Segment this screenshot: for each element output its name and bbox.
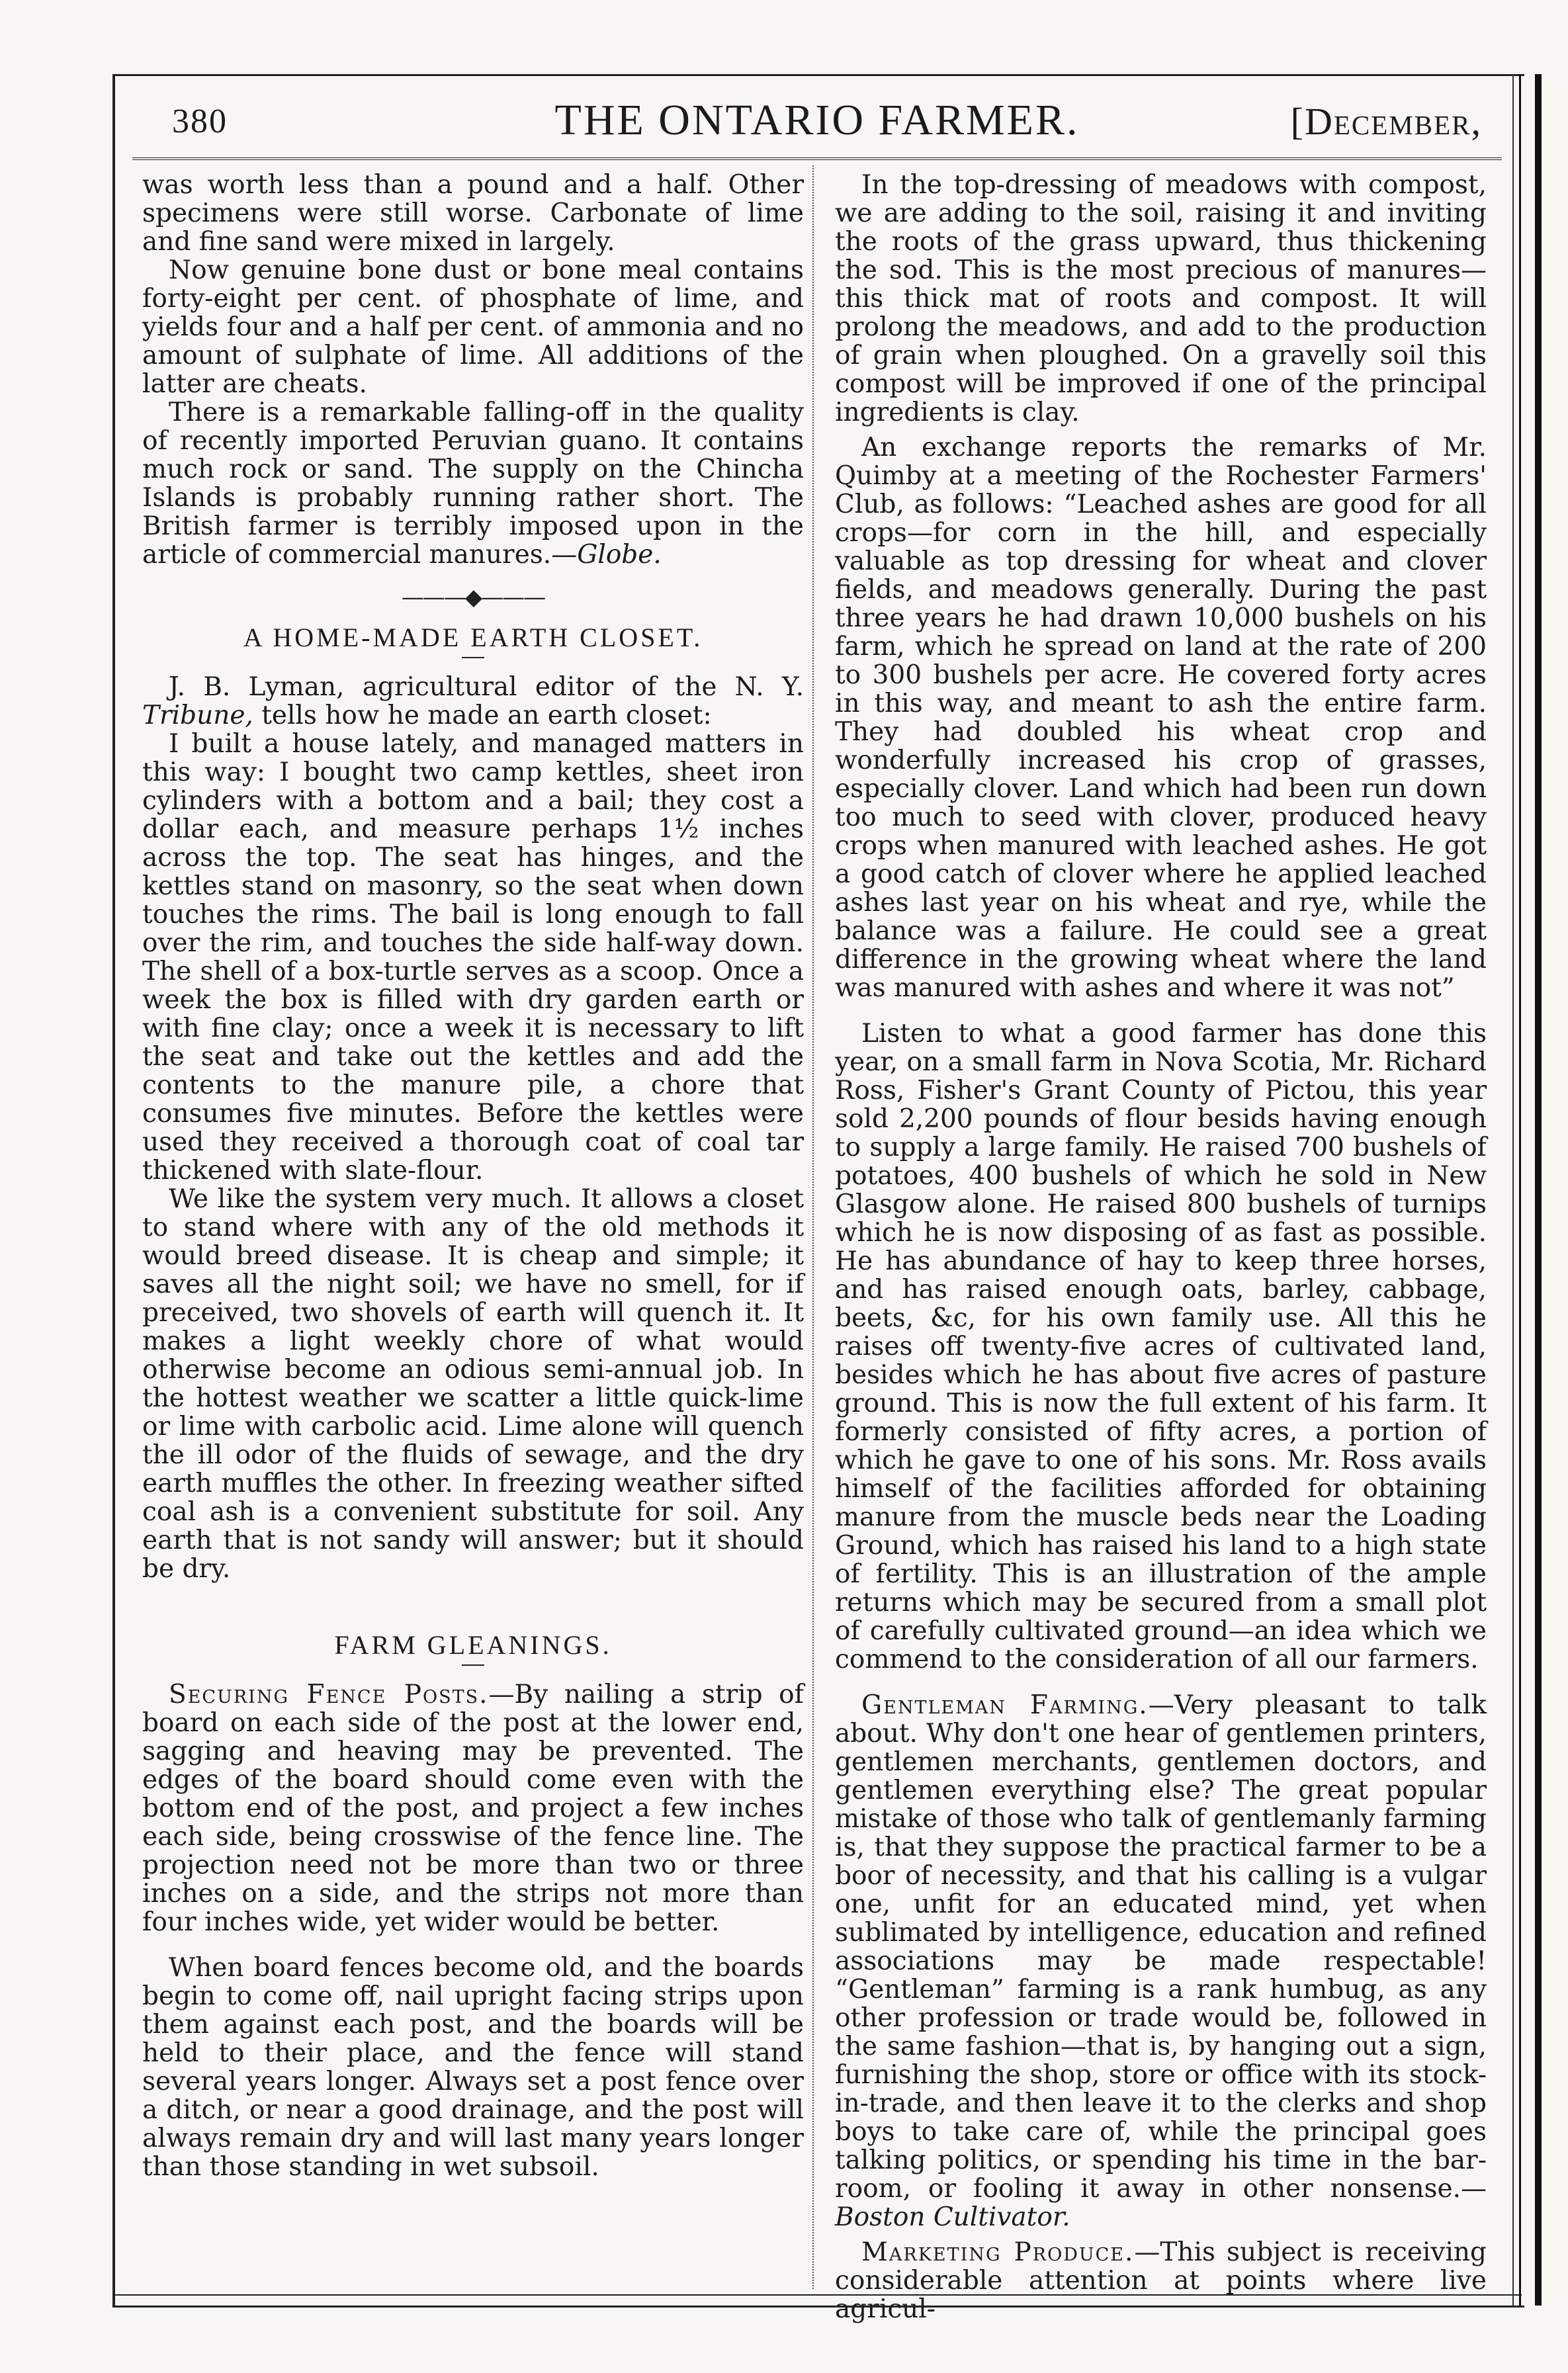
paragraph: was worth less than a pound and a half. Other specimens were still worse. Carbonate of lime and fine sand were mixed in largely. <box>142 170 804 257</box>
page-header <box>132 96 1502 159</box>
source-credit: Globe. <box>577 540 662 570</box>
paragraph: We like the system very much. It allows a closet to stand where with any of the old methods it would breed disease. It is cheap and simple; it saves all the night soil; we have no smell, for if preceived, two shovels of earth will quench it. It makes a light weekly chore of what would otherwise become an odious semi-annual job. In the hottest weather we scatter a little quick-lime or lime with carbolic acid. Lime alone will quench the ill odor of the fluids of sewage, and the dry earth muffles the other. In freezing weather sifted coal ash is a convenient substitute for soil. Any earth that is not sandy will answer; but it should be dry. <box>142 1184 804 1584</box>
run-in-heading: Gentleman Farming. <box>861 1690 1149 1720</box>
paragraph: There is a remarkable falling-off in the quality of recently imported Peruvian guano. It contains much rock or sand. The supply on the Chincha Islands is probably running rather short. The British farmer is terribly imposed upon in the article of commercial manures.—Globe. <box>142 398 804 570</box>
paragraph: Now genuine bone dust or bone meal contains forty-eight per cent. of phosphate of lime, and yields four and a half per cent. of ammonia and no amount of sulphate of lime. All additions of the latter are cheats. <box>142 255 804 399</box>
paragraph: When board fences become old, and the boards begin to come off, nail upright facing strips upon them against each post, and the boards will be held to their place, and the fence will stand several years longer. Always set a post fence over a ditch, or near a good drainage, and the post will always remain dry and will last many years longer than those standing in wet subsoil. <box>142 1953 804 2182</box>
issue-month: [December, <box>1290 100 1482 143</box>
left-column <box>142 171 804 2181</box>
run-in-heading: Marketing Produce. <box>861 2237 1135 2267</box>
paragraph: Listen to what a good farmer has done this year, on a small farm in Nova Scotia, Mr. Richard Ross, Fisher's Grant County of Pictou, this year sold 2,200 pounds of flour besids having enough to supply a large family. He raised 700 bushels of potatoes, 400 bushels of which he sold in New Glasgow alone. He raised 800 bushels of turnips which he is now disposing of as fast as possible. He has abundance of hay to keep three horses, and has raised enough oats, barley, cabbage, beets, &c, for his own family use. All this he raises off twenty-five acres of cultivated land, besides which he has about five acres of pasture ground. This is now the full extent of his farm. It formerly consisted of fifty acres, a portion of which he gave to one of his sons. Mr. Ross avails himself of the facilities afforded for obtaining manure from the muscle beds near the Loading Ground, which has raised his land to a high state of fertility. This is an illustration of the ample returns which may be secured from a small plot of carefully cultivated ground—an idea which we commend to the consideration of all our farmers. <box>835 1019 1487 1674</box>
paragraph: J. B. Lyman, agricultural editor of the N. Y. Tribune, tells how he made an earth closet: <box>142 672 804 730</box>
column-divider <box>812 165 814 2289</box>
paragraph: An exchange reports the remarks of Mr. Quimby at a meeting of the Rochester Farmers' Club, as follows: “Leached ashes are good for all crops—for corn in the hill, and especially valuable as top dressing for wheat and clover fields, and meadows generally. During the past three years he had drawn 10,000 bushels on his farm, which he spread on land at the rate of 200 to 300 bushels per acre. He covered forty acres in this way, and meant to ash the entire farm. They had doubled his wheat crop and wonderfully increased his crop of grasses, especially clover. Land which had been run down too much to seed with clover, produced heavy crops when manured with leached ashes. He got a good catch of clover where he applied leached ashes last year on his wheat and rye, while the balance was a failure. He could see a great difference in the growing wheat where the land was manured with ashes and where it was not” <box>835 433 1487 1003</box>
right-column <box>835 171 1487 2323</box>
page-number: 380 <box>172 103 228 140</box>
paragraph: Marketing Produce.—This subject is receiving considerable attention at points where live agricul- <box>835 2237 1487 2324</box>
heading-rule <box>462 1664 484 1666</box>
ornament-divider: ———◆——— <box>401 584 545 611</box>
right-margin-rule <box>1519 74 1521 2306</box>
header-rule <box>132 157 1502 160</box>
article-heading: A HOME-MADE EARTH CLOSET. <box>243 623 703 652</box>
right-margin-rule <box>1512 74 1514 2306</box>
right-margin-rule <box>1535 74 1542 2306</box>
paragraph: I built a house lately, and managed matters in this way: I bought two camp kettles, sheet iron cylinders with a bottom and a bail; they cost a dollar each, and measure perhaps 1½ inches across the top. The seat has hinges, and the kettles stand on masonry, so the seat when down touches the rims. The bail is long enough to fall over the rim, and touches the side half-way down. The shell of a box-turtle serves as a scoop. Once a week the box is filled with dry garden earth or with fine clay; once a week it is necessary to lift the seat and take out the kettles and add the contents to the manure pile, a chore that consumes five minutes. Before the kettles were used they received a thorough coat of coal tar thickened with slate-flour. <box>142 729 804 1186</box>
run-in-heading: Securing Fence Posts. <box>169 1680 489 1709</box>
paragraph: Gentleman Farming.—Very pleasant to talk about. Why don't one hear of gentlemen printers, gentlemen merchants, gentlemen doctors, and gentlemen everything else? The great popular mistake of those who talk of gentlemanly farming is, that they suppose the practical farmer to be a boor of necessity, and that his calling is a vulgar one, unfit for an educated mind, yet when sublimated by intelligence, education and refined associations may be made respectable! “Gentleman” farming is a rank humbug, as any other profession or trade would be, followed in the same fashion—that is, by hanging out a sign, furnishing the shop, store or office with its stock-in-trade, and then leave it to the clerks and shop boys to take care of, while the principal goes talking politics, or spending his time in the bar-room, or fooling it away in other nonsense.—Boston Cultivator. <box>835 1690 1487 2232</box>
heading-rule <box>462 657 484 658</box>
paragraph: Securing Fence Posts.—By nailing a strip of board on each side of the post at the lower end, sagging and heaving may be prevented. The edges of the board should come even with the bottom end of the post, and project a few inches each side, being crosswise of the fence line. The projection need not be more than two or three inches on a side, and the strips not more than four inches wide, yet wider would be better. <box>142 1680 804 1937</box>
article-heading: FARM GLEANINGS. <box>334 1630 612 1660</box>
source-credit: Boston Cultivator. <box>835 2202 1070 2232</box>
journal-title: THE ONTARIO FARMER. <box>554 96 1080 144</box>
paragraph: In the top-dressing of meadows with compost, we are adding to the soil, raising it and inviting the roots of the grass upward, thus thickening the sod. This is the most precious of manures—this thick mat of roots and compost. It will prolong the meadows, and add to the production of grain when ploughed. On a gravelly soil this compost will be improved if one of the principal ingredients is clay. <box>835 170 1487 427</box>
